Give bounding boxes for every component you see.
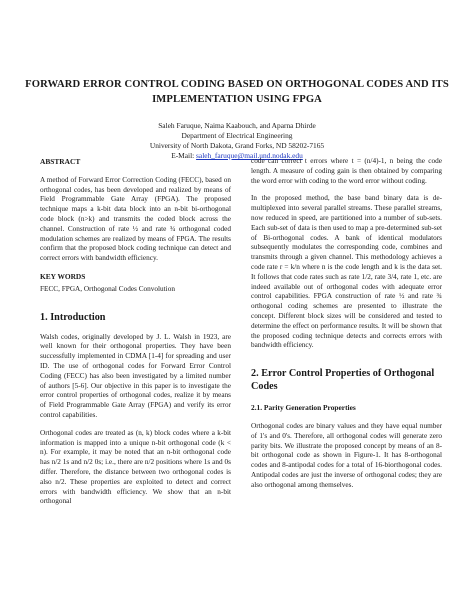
author-department: Department of Electrical Engineering — [181, 131, 293, 140]
section2-heading: 2. Error Control Properties of Orthogonal Codes — [251, 368, 435, 393]
body-paragraph: In the proposed method, the base band binary data is de-multiplexed into several parallel streams. These parallel streams, now reduced in speed, are partitioned into a number of sub-sets. Each sub-set of data is then used to map a pre-determined sub-set of Bi-orthogonal codes. A bank of identical modulators subsequently modulates the corresponding code, combines and transmits through a given channel. This methodology achieves a code rate r = k/n where n is the code length and k is the data set. It follows that code rates such as rate 1/2, rate 3/4, rate 1, etc. are indeed available out of orthogonal codes with adequate error control capabilities. FPGA construction of rate ½ and rate ¾ orthogonal coding schemes are presented to illustrate the concept. Different block sizes will be considered and tested to determine the effect on performance results. It will be shown that the proposed coding technique detects and corrects errors with bandwidth efficiency. — [251, 194, 442, 350]
abstract-heading: ABSTRACT — [40, 157, 81, 166]
left-column — [40, 157, 231, 515]
keywords-heading: KEY WORDS — [40, 271, 86, 281]
introduction-paragraph: Orthogonal codes are treated as (n, k) block codes where a k-bit information is mapped into a unique n-bit orthogonal code (k < n). For example, it may be noted that an n-bit orthogonal code has n/2 1s and n/2 0s; i.e., there are n/2 positions where 1s and 0s differ. Therefore, the distance between two orthogonal codes is also n/2. These properties are exploited to detect and correct errors with bandwidth efficiency. We show that an n-bit orthogonal — [40, 428, 231, 506]
introduction-heading: 1. Introduction — [40, 311, 106, 323]
section2-paragraph: Orthogonal codes are binary values and they have equal number of 1's and 0's. Therefore, all orthogonal codes will generate zero parity bits. We illustrate the proposed concept by means of an 8-bit orthogonal code as shown in Figure-1. It has 8-orthogonal codes and 8-antipodal codes for a total of 16-biorthogonal codes. Antipodal codes are just the inverse of orthogonal codes; they are also orthogonal among themselves. — [251, 421, 442, 489]
body-paragraph: code can correct t errors where t = (n/4)-1, n being the code length. A measure of coding gain is then obtained by comparing the word error with coding to the word error without coding. — [251, 157, 442, 185]
paper-title: FORWARD ERROR CONTROL CODING BASED ON ORTHOGONAL CODES AND ITS IMPLEMENTATION USING FPGA — [25, 79, 449, 105]
email-link[interactable]: saleh_faruque@mail.und.nodak.edu — [196, 151, 303, 160]
email-label: E-Mail: — [171, 151, 195, 160]
keywords-text: FECC, FPGA, Orthogonal Codes Convolution — [40, 284, 175, 293]
subsection-heading: 2.1. Parity Generation Properties — [251, 403, 356, 413]
author-names: Saleh Faruque, Naima Kaabouch, and Aparna Dhirde — [158, 121, 316, 130]
introduction-paragraph: Walsh codes, originally developed by J. L. Walsh in 1923, are well known for their orthogonal properties. They have been successfully implemented in CDMA [1-4] for spreading and user ID. The use of orthogonal codes for Forward Error Control Coding (FECC) has also been investigated by a limited number of authors [5-6]. Our objective in this paper is to investigate the error control properties of orthogonal codes, realize it by means of Field Programmable Gate Array (FPGA) and verify its error control capabilities. — [40, 332, 231, 419]
right-column — [251, 157, 442, 499]
author-block — [40, 121, 434, 161]
author-university: University of North Dakota, Grand Forks, ND 58202-7165 — [149, 141, 325, 150]
abstract-text: A method of Forward Error Correction Coding (FECC), based on orthogonal codes, has been developed and realized by means of Field Programmable Gate Array (FPGA). The proposed technique maps a k-bit data block into an n-bit bi-orthogonal code block (n>k) and transmits the coded block across the channel. Construction of rate ½ and rate ¾ orthogonal coded modulation schemes are realized by means of FPGA. The results confirm that the proposed block coding technique can detect and correct errors with bandwidth efficiency. — [40, 175, 231, 263]
